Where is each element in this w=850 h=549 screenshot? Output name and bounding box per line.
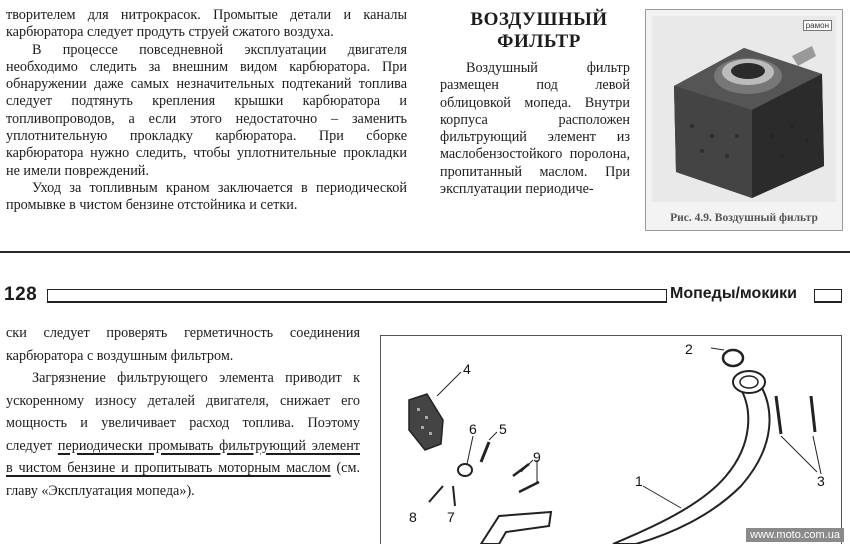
diagram-label: 6 bbox=[469, 421, 477, 437]
part-7-screw bbox=[453, 486, 455, 506]
diagram-label: 5 bbox=[499, 421, 507, 437]
section-heading-line: ВОЗДУШНЫЙ bbox=[470, 9, 608, 30]
text-run: Загрязнение фильтрующего элемента приводит к ускоренному износу деталей двигателя, снижает его мощность и увеличивает расход топлива. Поэтому следует bbox=[6, 370, 360, 454]
part-5-pin bbox=[481, 442, 489, 462]
part-3-stud bbox=[811, 396, 815, 432]
page-number: 128 bbox=[4, 284, 38, 305]
parts-diagram-drawing bbox=[381, 336, 841, 544]
page-divider bbox=[0, 251, 850, 253]
part-6-washer bbox=[458, 464, 472, 476]
paragraph: В процессе повседневной эксплуатации двигателя необходимо следить за внешним видом карбюратора. При обнаружении даже самых незначительных подтеканий топлива следует подтянуть крепления крышки карбюратора и топливопроводов, а если этого недостаточно – заменить уплотнительную прокладку карбюратора. При сборке карбюратора нужно следить, чтобы уплотнительные прокладки не имели повреждений. bbox=[6, 41, 407, 179]
diagram-label: 9 bbox=[533, 449, 541, 465]
air-filter-photo bbox=[652, 16, 836, 202]
watermark: www.moto.com.ua bbox=[746, 528, 844, 542]
paragraph: Уход за топливным краном заключается в периодической промывке в чистом бензине отстойника и сетки. bbox=[6, 179, 407, 214]
header-band bbox=[47, 289, 667, 303]
section-heading-line: ФИЛЬТР bbox=[497, 31, 581, 52]
text-run: (см. главу «Эксплуатация мопеда»). bbox=[6, 460, 360, 499]
paragraph bbox=[6, 367, 360, 502]
diagram-label: 7 bbox=[447, 509, 455, 525]
figure-caption: Рис. 4.9. Воздушный фильтр bbox=[670, 212, 818, 224]
bracket bbox=[481, 512, 551, 544]
paragraph: творителем для нитрокрасок. Промытые детали и каналы карбюратора следует продуть струей сжатого воздуха. bbox=[6, 7, 407, 41]
diagram-label: 3 bbox=[817, 473, 825, 489]
section-heading bbox=[440, 9, 638, 53]
diagram-label: 1 bbox=[635, 473, 643, 489]
diagram-label: 8 bbox=[409, 509, 417, 525]
bottom-left-text-column bbox=[6, 322, 360, 502]
header-band-end bbox=[814, 289, 842, 303]
paragraph: ски следует проверять герметичность соединения карбюратора с воздушным фильтром. bbox=[6, 325, 360, 364]
part-1-pipe bbox=[613, 378, 770, 544]
part-4-block bbox=[409, 394, 443, 450]
part-8-pin bbox=[429, 486, 443, 502]
diagram-label: 2 bbox=[685, 341, 693, 357]
underlined-text: периодически промывать фильтрующий элемент в чистом бензине и пропитывать моторным маслом bbox=[6, 437, 361, 476]
running-title: Мопеды/мокики bbox=[670, 285, 798, 302]
publisher-logo: рамон bbox=[803, 20, 832, 31]
exploded-parts-diagram bbox=[380, 335, 842, 544]
part-2-ring bbox=[723, 350, 743, 366]
section-body-text: Воздушный фильтр размещен под левой облицовкой мопеда. Внутри корпуса расположен фильтрующий элемент из маслобензостойкого поролона, пропитанный маслом. При эксплуатации периодиче- bbox=[440, 60, 630, 198]
top-left-text-column bbox=[6, 7, 407, 215]
diagram-label: 4 bbox=[463, 361, 471, 377]
air-filter-illustration bbox=[652, 16, 836, 202]
air-filter-photo-figure bbox=[645, 9, 843, 231]
